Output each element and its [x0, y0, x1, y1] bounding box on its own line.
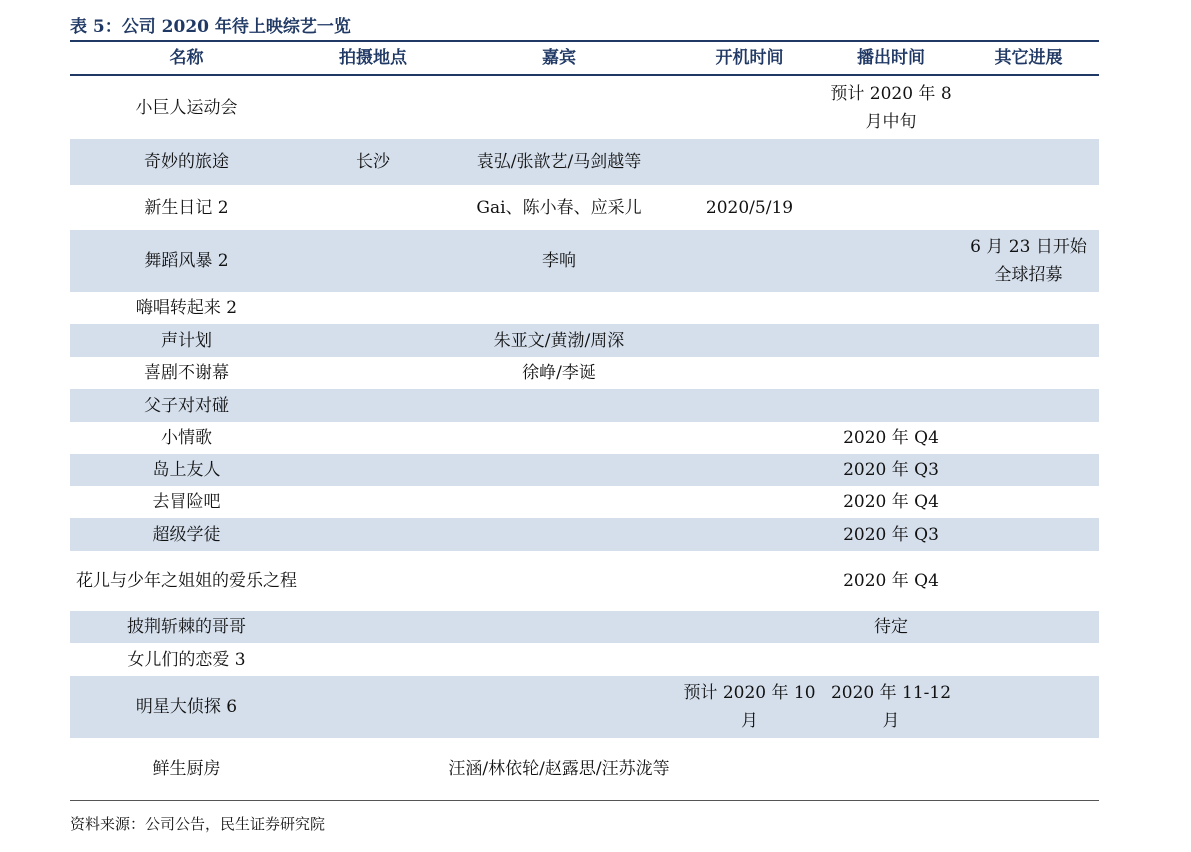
- cell-guests: 朱亚文/黄渤/周深: [493, 330, 625, 351]
- cell-name: 鲜生厨房: [152, 759, 221, 779]
- cell-name: 父子对对碰: [144, 395, 229, 416]
- header-location: 拍摄地点: [339, 48, 407, 68]
- cell-name: 嗨唱转起来 2: [135, 298, 238, 318]
- cell-location: [303, 230, 443, 292]
- table-row: [70, 76, 1099, 139]
- cell-guests: [443, 611, 675, 643]
- table-row: [70, 454, 1099, 486]
- cell-location: [303, 357, 443, 389]
- cell-air-time: 2020 年 Q4: [843, 571, 939, 591]
- table-row: [70, 389, 1099, 422]
- table-row: [70, 643, 1099, 676]
- cell-air-time: [824, 324, 958, 357]
- cell-other-progress: [958, 738, 1099, 800]
- cell-air-time: [824, 230, 958, 292]
- cell-air-time: [824, 738, 958, 800]
- cell-air-time: [824, 139, 958, 185]
- cell-location: [303, 185, 443, 230]
- cell-location: [303, 643, 443, 676]
- cell-location: [303, 422, 443, 454]
- cell-guests: [443, 422, 675, 454]
- header-other-progress: 其它进展: [994, 48, 1063, 68]
- table-title: 表 5：公司 2020 年待上映综艺一览: [70, 17, 351, 37]
- cell-air-time: 2020 年 11-12 月: [830, 683, 952, 731]
- cell-guests: Gai、陈小春、应采儿: [476, 197, 642, 218]
- table-row: [70, 139, 1099, 185]
- table-row: [70, 676, 1099, 738]
- cell-name: 小情歌: [161, 428, 212, 448]
- cell-guests: [443, 551, 675, 611]
- cell-location: [303, 486, 443, 518]
- cell-other-progress: [958, 357, 1099, 389]
- cell-start-time: [675, 551, 824, 611]
- cell-location: [303, 292, 443, 324]
- cell-other-progress: [958, 389, 1099, 422]
- cell-start-time: [675, 139, 824, 185]
- header-start-time: 开机时间: [715, 48, 784, 68]
- cell-name: 喜剧不谢幕: [144, 363, 229, 383]
- cell-location: [303, 738, 443, 800]
- cell-name: 女儿们的恋爱 3: [127, 649, 246, 670]
- cell-other-progress: [958, 292, 1099, 324]
- cell-name: 明星大侦探 6: [135, 697, 238, 717]
- table-row: [70, 230, 1099, 292]
- cell-name: 奇妙的旅途: [144, 152, 229, 172]
- cell-start-time: [675, 738, 824, 800]
- variety-show-table: [70, 40, 1099, 800]
- cell-location: [303, 611, 443, 643]
- cell-start-time: 预计 2020 年 10 月: [683, 683, 816, 731]
- cell-other-progress: [958, 486, 1099, 518]
- cell-air-time: 2020 年 Q4: [843, 428, 939, 448]
- cell-name: 去冒险吧: [152, 492, 221, 512]
- cell-name: 新生日记 2: [144, 197, 229, 218]
- cell-start-time: [675, 230, 824, 292]
- cell-air-time: 预计 2020 年 8 月中旬: [830, 83, 952, 132]
- cell-other-progress: [958, 551, 1099, 611]
- cell-air-time: [824, 389, 958, 422]
- cell-air-time: 2020 年 Q3: [843, 460, 939, 480]
- cell-guests: [443, 454, 675, 486]
- cell-air-time: 2020 年 Q3: [843, 524, 939, 545]
- table-row: [70, 486, 1099, 518]
- table-row: [70, 611, 1099, 643]
- cell-start-time: [675, 454, 824, 486]
- cell-other-progress: [958, 518, 1099, 551]
- cell-air-time: [824, 292, 958, 324]
- cell-guests: [443, 389, 675, 422]
- cell-name: 超级学徒: [152, 524, 221, 545]
- cell-name: 舞蹈风暴 2: [144, 251, 229, 271]
- cell-location: 长沙: [356, 152, 390, 172]
- cell-air-time: 2020 年 Q4: [843, 492, 939, 512]
- table-row: [70, 518, 1099, 551]
- table-header-row: [70, 40, 1099, 76]
- cell-start-time: [675, 324, 824, 357]
- cell-other-progress: [958, 185, 1099, 230]
- cell-location: [303, 518, 443, 551]
- table-row: [70, 357, 1099, 389]
- cell-location: [303, 389, 443, 422]
- table-row: [70, 738, 1099, 800]
- cell-start-time: [675, 389, 824, 422]
- cell-location: [303, 76, 443, 139]
- cell-guests: [443, 486, 675, 518]
- header-guests: 嘉宾: [542, 48, 576, 68]
- cell-guests: 汪涵/林依轮/赵露思/汪苏泷等: [448, 759, 670, 779]
- header-air-time: 播出时间: [857, 48, 925, 68]
- table-bottom-rule: [70, 800, 1099, 801]
- cell-name: 小巨人运动会: [135, 97, 238, 118]
- table-row: [70, 422, 1099, 454]
- cell-other-progress: [958, 676, 1099, 738]
- cell-guests: [443, 76, 675, 139]
- table-row: [70, 185, 1099, 230]
- table-body: [70, 76, 1099, 800]
- cell-start-time: 2020/5/19: [705, 197, 794, 218]
- cell-air-time: [824, 357, 958, 389]
- cell-other-progress: [958, 422, 1099, 454]
- cell-air-time: [824, 185, 958, 230]
- cell-name: 花儿与少年之姐姐的爱乐之程: [76, 571, 297, 591]
- cell-other-progress: [958, 611, 1099, 643]
- table-row: [70, 551, 1099, 611]
- cell-guests: 徐峥/李诞: [522, 363, 596, 383]
- cell-start-time: [675, 611, 824, 643]
- source-note: 资料来源：公司公告，民生证券研究院: [70, 815, 326, 833]
- cell-other-progress: 6 月 23 日开始全球招募: [970, 237, 1087, 285]
- cell-other-progress: [958, 643, 1099, 676]
- header-name: 名称: [169, 48, 204, 68]
- cell-other-progress: [958, 454, 1099, 486]
- table-row: [70, 324, 1099, 357]
- cell-other-progress: [958, 139, 1099, 185]
- cell-start-time: [675, 292, 824, 324]
- cell-guests: [443, 518, 675, 551]
- cell-location: [303, 676, 443, 738]
- cell-guests: [443, 643, 675, 676]
- cell-name: 岛上友人: [152, 460, 221, 480]
- cell-location: [303, 324, 443, 357]
- cell-start-time: [675, 486, 824, 518]
- cell-start-time: [675, 76, 824, 139]
- cell-location: [303, 551, 443, 611]
- cell-start-time: [675, 357, 824, 389]
- cell-location: [303, 454, 443, 486]
- cell-name: 披荆斩棘的哥哥: [127, 617, 246, 637]
- cell-guests: 李响: [542, 251, 576, 271]
- table-row: [70, 292, 1099, 324]
- cell-guests: [443, 676, 675, 738]
- cell-guests: [443, 292, 675, 324]
- cell-other-progress: [958, 76, 1099, 139]
- cell-air-time: 待定: [874, 617, 908, 637]
- cell-start-time: [675, 643, 824, 676]
- cell-other-progress: [958, 324, 1099, 357]
- cell-guests: 袁弘/张歆艺/马剑越等: [476, 152, 642, 172]
- cell-name: 声计划: [161, 330, 212, 351]
- cell-air-time: [824, 643, 958, 676]
- cell-start-time: [675, 518, 824, 551]
- cell-start-time: [675, 422, 824, 454]
